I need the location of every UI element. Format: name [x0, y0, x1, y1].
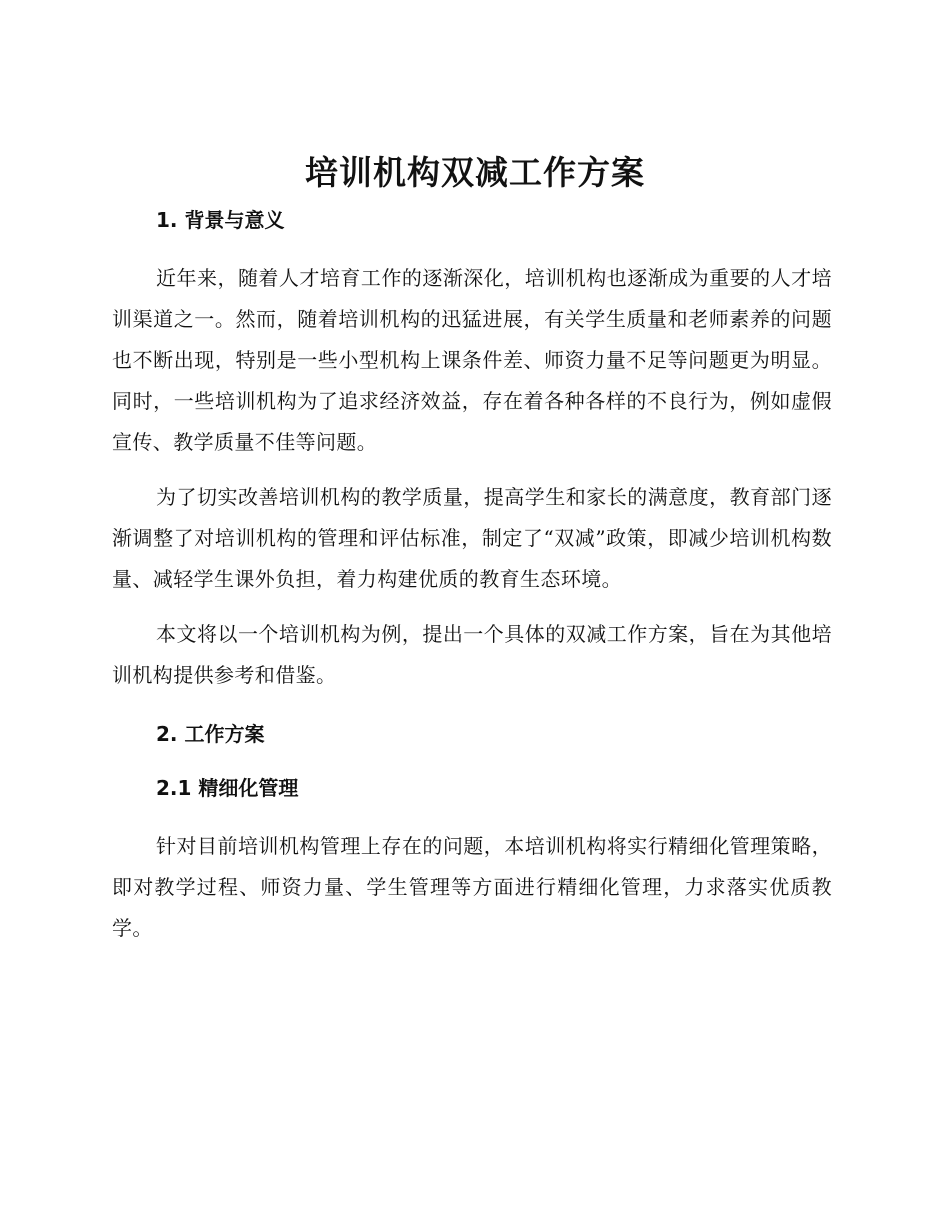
paragraph-background-2: 为了切实改善培训机构的教学质量，提高学生和家长的满意度，教育部门逐渐调整了对培训机构的管理和评估标准，制定了“双减”政策，即减少培训机构数量、减轻学生课外负担，着力构建优质的教育生态环境。 [112, 485, 832, 591]
paragraph-background-3: 本文将以一个培训机构为例，提出一个具体的双减工作方案，旨在为其他培训机构提供参考和借鉴。 [112, 622, 832, 687]
paragraph-background-1: 近年来，随着人才培育工作的逐渐深化，培训机构也逐渐成为重要的人才培训渠道之一。然而，随着培训机构的迅猛进展，有关学生质量和老师素养的问题也不断出现，特别是一些小型机构上课条件差、师资力量不足等问题更为明显。同时，一些培训机构为了追求经济效益，存在着各种各样的不良行为，例如虚假宣传、教学质量不佳等问题。 [112, 266, 832, 454]
section-heading-work-plan: 2. 工作方案 [156, 722, 265, 746]
document-title: 培训机构双减工作方案 [305, 153, 645, 192]
paragraph-refined-management: 针对目前培训机构管理上存在的问题，本培训机构将实行精细化管理策略，即对教学过程、师资力量、学生管理等方面进行精细化管理，力求落实优质教学。 [112, 834, 832, 940]
subsection-heading-refined-management: 2.1 精细化管理 [156, 776, 299, 800]
section-heading-background: 1. 背景与意义 [156, 208, 285, 232]
document-body [112, 204, 832, 963]
